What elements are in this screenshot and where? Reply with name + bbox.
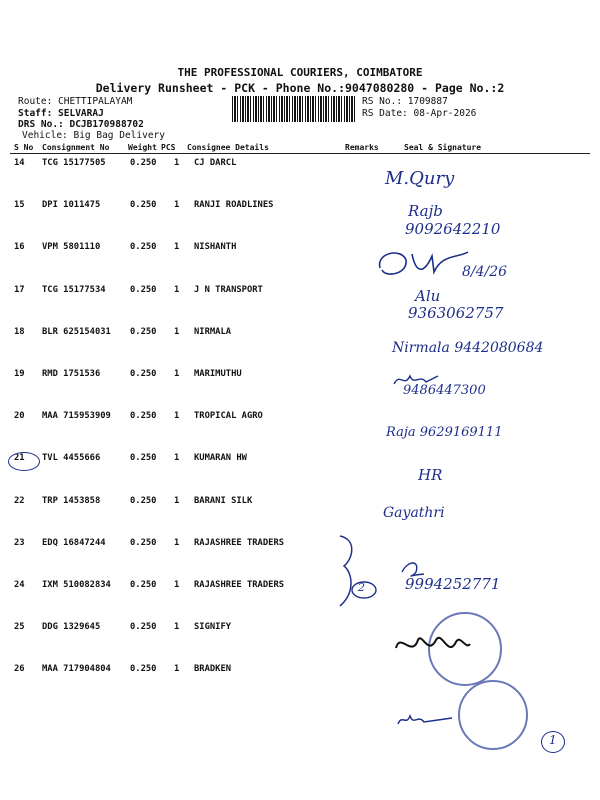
row-weight: 0.250 xyxy=(130,495,157,506)
bracket-rows-23-24 xyxy=(330,532,380,612)
row-weight: 0.250 xyxy=(130,537,157,548)
route: Route: CHETTIPALAYAM xyxy=(18,96,133,107)
row-consignee: RANJI ROADLINES xyxy=(194,200,274,211)
row-sno: 24 xyxy=(14,580,25,590)
row-cno: TCG 15177505 xyxy=(42,158,106,168)
barcode xyxy=(232,96,356,122)
phone-row-24: 9994252771 xyxy=(405,575,501,593)
row-cno: BLR 625154031 xyxy=(42,326,111,337)
row-weight: 0.250 xyxy=(130,326,157,337)
row-sno: 14 xyxy=(14,158,25,168)
row-consignee: NIRMALA xyxy=(194,326,232,337)
row-weight: 0.250 xyxy=(130,200,157,211)
row-consignee: BRADKEN xyxy=(194,664,232,675)
row-weight: 0.250 xyxy=(130,622,157,633)
company-name: THE PROFESSIONAL COURIERS, COIMBATORE xyxy=(177,66,423,79)
row-pcs: 1 xyxy=(174,369,180,379)
row-pcs: 1 xyxy=(174,158,180,168)
col-consignment: Consignment No xyxy=(42,143,110,152)
row-consignee: NISHANTH xyxy=(194,242,237,253)
private-seal-stamp xyxy=(458,680,528,750)
row-sno: 21 xyxy=(14,453,25,464)
staff: Staff: SELVARAJ xyxy=(18,108,104,119)
signature-row-21: HR xyxy=(418,466,443,484)
row-weight: 0.250 xyxy=(130,242,157,253)
row-pcs: 1 xyxy=(174,664,180,675)
row-sno: 19 xyxy=(14,369,25,379)
row-consignee: RAJASHREE TRADERS xyxy=(194,580,285,590)
signature-row-14: M.Qury xyxy=(385,168,455,189)
row-weight: 0.250 xyxy=(130,369,157,379)
corner-mark: 1 xyxy=(549,733,557,747)
row-pcs: 1 xyxy=(174,453,180,464)
row-cno: RMD 1751536 xyxy=(42,369,101,379)
row-sno: 22 xyxy=(14,495,25,506)
row-pcs: 1 xyxy=(174,622,180,633)
col-pcs: PCS xyxy=(161,143,176,152)
signature-row-15: Rajb xyxy=(408,202,443,220)
circled-mark: 2 xyxy=(358,581,365,594)
row-pcs: 1 xyxy=(174,242,180,253)
row-pcs: 1 xyxy=(174,326,180,337)
signature-row-17: Alu xyxy=(415,287,441,305)
row-weight: 0.250 xyxy=(130,664,157,675)
rs-number: RS No.: 1709887 xyxy=(362,96,448,107)
drs-number: DRS No.: DCJB170988702 xyxy=(18,119,144,130)
col-weight: Weight xyxy=(128,143,157,152)
header-rule xyxy=(10,153,590,154)
row-cno: EDQ 16847244 xyxy=(42,537,106,548)
row-cno: TRP 1453858 xyxy=(42,495,101,506)
vehicle: Vehicle: Big Bag Delivery xyxy=(22,130,165,141)
row-sno: 26 xyxy=(14,664,25,675)
row-cno: IXM 510082834 xyxy=(42,580,111,590)
row-weight: 0.250 xyxy=(130,284,157,295)
signature-scribble-row-25 xyxy=(392,628,472,662)
row-pcs: 1 xyxy=(174,495,180,506)
row-sno: 25 xyxy=(14,622,25,633)
row-pcs: 1 xyxy=(174,580,180,590)
row-pcs: 1 xyxy=(174,200,180,211)
row-cno: DDG 1329645 xyxy=(42,622,101,633)
row-sno: 23 xyxy=(14,537,25,548)
signature-row-22: Gayathri xyxy=(383,505,445,521)
row-weight: 0.250 xyxy=(130,158,157,168)
signature-scribble-row-26 xyxy=(396,708,456,732)
row-consignee: MARIMUTHU xyxy=(194,369,242,379)
phone-row-17: 9363062757 xyxy=(408,304,504,322)
row-consignee: CJ DARCL xyxy=(194,158,237,168)
col-seal-signature: Seal & Signature xyxy=(404,143,482,152)
date-row-16: 8/4/26 xyxy=(462,264,508,280)
row-pcs: 1 xyxy=(174,284,180,295)
row-weight: 0.250 xyxy=(130,453,157,464)
rs-date: RS Date: 08-Apr-2026 xyxy=(362,108,477,119)
row-sno: 18 xyxy=(14,326,25,337)
row-cno: MAA 717904804 xyxy=(42,664,111,675)
row-cno: MAA 715953909 xyxy=(42,411,111,422)
row-cno: TVL 4455666 xyxy=(42,453,101,464)
row-consignee: TROPICAL AGRO xyxy=(194,411,263,422)
phone-row-15: 9092642210 xyxy=(405,220,501,238)
signature-phone-row-18: Nirmala 9442080684 xyxy=(392,340,544,356)
phone-row-19: 9486447300 xyxy=(403,383,486,398)
row-pcs: 1 xyxy=(174,537,180,548)
row-cno: VPM 5801110 xyxy=(42,242,101,253)
signature-phone-row-20: Raja 9629169111 xyxy=(386,425,503,440)
col-consignee: Consignee Details xyxy=(187,143,269,152)
row-consignee: KUMARAN HW xyxy=(194,453,247,464)
row-cno: DPI 1011475 xyxy=(42,200,101,211)
row-sno: 17 xyxy=(14,284,25,295)
row-sno: 20 xyxy=(14,411,25,422)
row-weight: 0.250 xyxy=(130,411,157,422)
row-sno: 16 xyxy=(14,242,25,253)
row-consignee: RAJASHREE TRADERS xyxy=(194,537,285,548)
col-remarks: Remarks xyxy=(345,143,379,152)
row-sno: 15 xyxy=(14,200,25,211)
row-consignee: BARANI SILK xyxy=(194,495,253,506)
row-consignee: SIGNIFY xyxy=(194,622,232,633)
row-consignee: J N TRANSPORT xyxy=(194,284,263,295)
row-pcs: 1 xyxy=(174,411,180,422)
runsheet-subtitle: Delivery Runsheet - PCK - Phone No.:9047080280 - Page No.:2 xyxy=(95,81,505,95)
circle-around-21 xyxy=(8,452,40,471)
row-cno: TCG 15177534 xyxy=(42,284,106,295)
col-sno: S No xyxy=(14,143,34,152)
row-weight: 0.250 xyxy=(130,580,157,590)
